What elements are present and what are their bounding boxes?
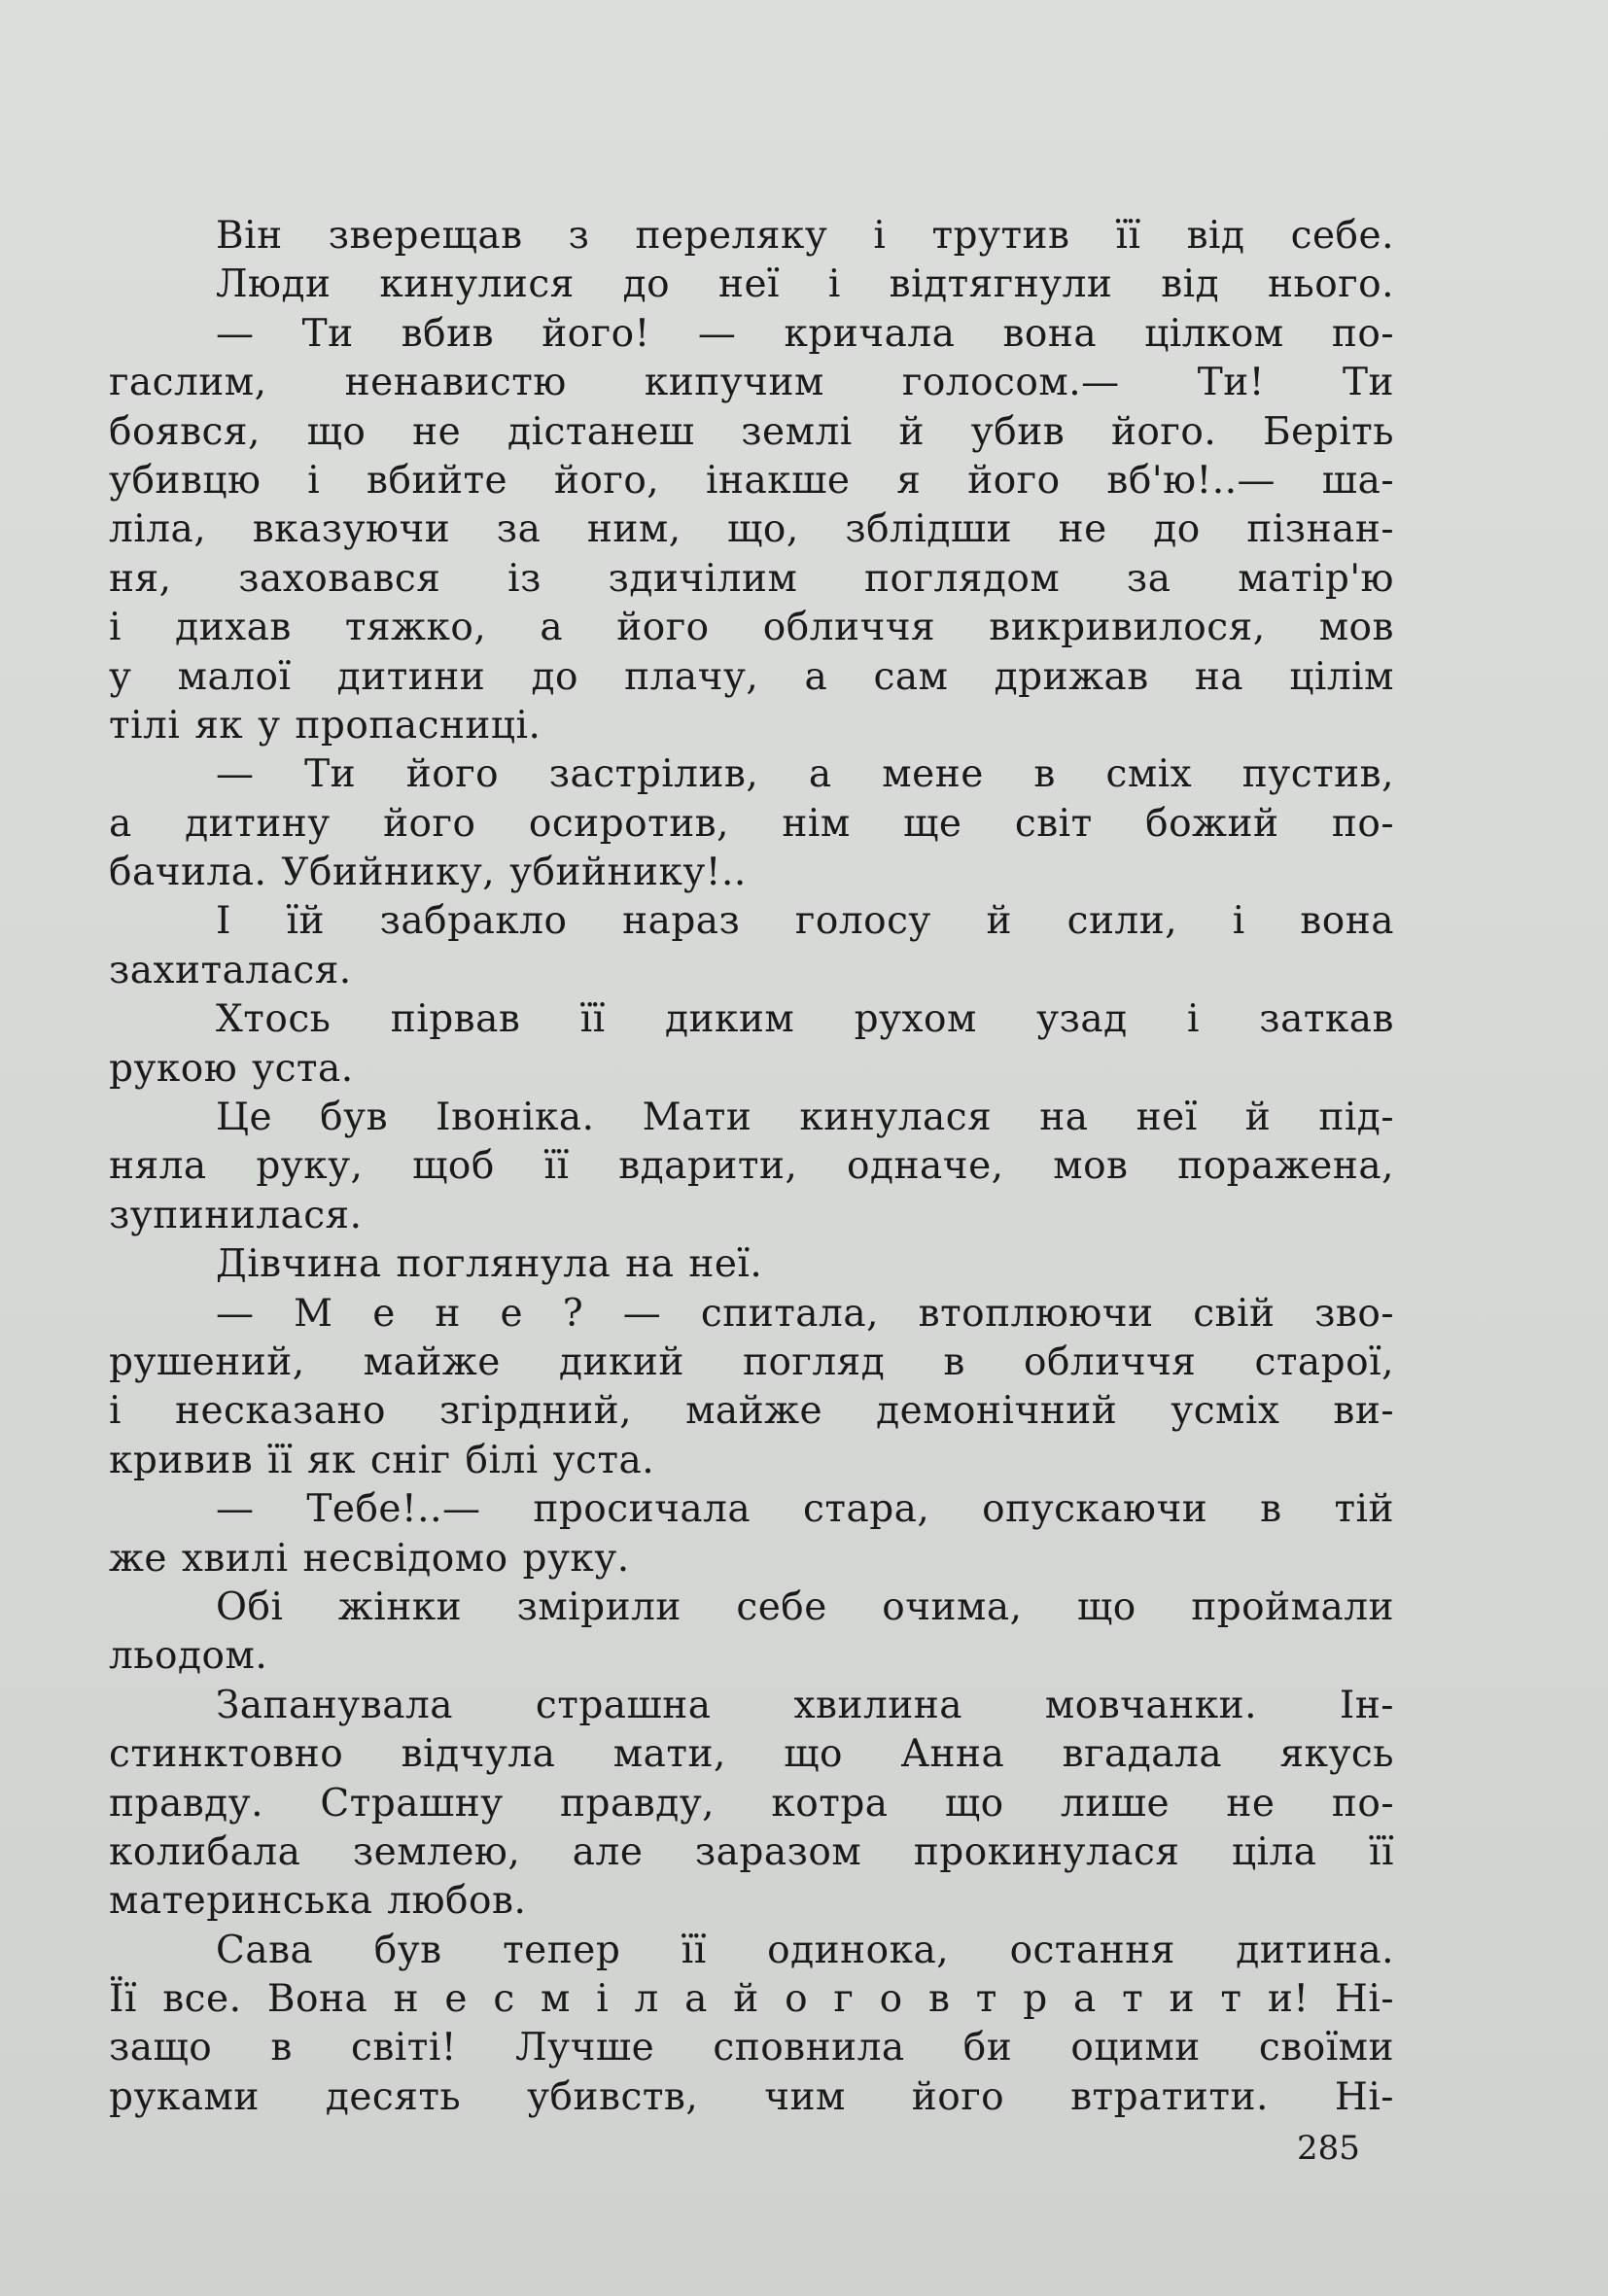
text-line: же хвилі несвідомо руку. bbox=[109, 1536, 630, 1581]
text-line: рукою уста. bbox=[109, 1046, 354, 1091]
text-line: — Ти вбив його! — кричала вона цілком по- bbox=[216, 311, 1394, 356]
text-line: зупинилася. bbox=[109, 1193, 363, 1237]
text-line: убивцю і вбийте його, інакше я його вб'ю!..— ша- bbox=[109, 458, 1394, 503]
text-line: рушений, майже дикий погляд в обличчя старої, bbox=[109, 1339, 1394, 1384]
text-line: гаслим, ненавистю кипучим голосом.— Ти! Ти bbox=[109, 361, 1394, 405]
body-text bbox=[109, 212, 1394, 2122]
text-line: Запанувала страшна хвилина мовчанки. Ін- bbox=[216, 1683, 1394, 1727]
text-line: у малої дитини до плачу, а сам дрижав на цілім bbox=[109, 654, 1394, 699]
text-line: Це був Івоніка. Мати кинулася на неї й під- bbox=[216, 1096, 1394, 1140]
text-line: — М е н е ? — спитала, втоплюючи свій зво- bbox=[216, 1291, 1394, 1336]
text-line: Обі жінки змірили себе очима, що проймали bbox=[216, 1584, 1394, 1629]
text-line: кривив її як сніг білі уста. bbox=[109, 1438, 655, 1482]
text-line: руками десять убивств, чим його втратити. Ні- bbox=[109, 2074, 1394, 2119]
text-line: Сава був тепер її одинока, остання дитина. bbox=[216, 1928, 1394, 1972]
text-line: няла руку, щоб її вдарити, одначе, мов поражена, bbox=[109, 1144, 1394, 1189]
text-line: захиталася. bbox=[109, 948, 352, 992]
text-line: боявся, що не дістанеш землі й убив його. Беріть bbox=[109, 409, 1394, 454]
text-line: защо в світі! Лучше сповнила би оцими своїми bbox=[109, 2026, 1394, 2070]
text-line: стинктовно відчула мати, що Анна вгадала якусь bbox=[109, 1732, 1394, 1777]
text-line: І їй забракло нараз голосу й сили, і вона bbox=[216, 899, 1394, 944]
text-line: Він зверещав з переляку і трутив її від себе. bbox=[216, 214, 1394, 258]
text-line: льодом. bbox=[109, 1634, 268, 1679]
page-number: 285 bbox=[1297, 2129, 1360, 2168]
text-line: — Тебе!..— просичала стара, опускаючи в тій bbox=[216, 1487, 1394, 1532]
text-line: і дихав тяжко, а його обличчя викривилося, мов bbox=[109, 606, 1394, 650]
text-line: Хтось пірвав її диким рухом узад і заткав bbox=[216, 997, 1394, 1042]
text-line: Її все. Вона н е с м і л а й о г о в т р а т и т и! Ні- bbox=[109, 1977, 1394, 2022]
text-line: і несказано згірдний, майже демонічний усміх ви- bbox=[109, 1389, 1394, 1434]
text-line: колибала землею, але заразом прокинулася ціла її bbox=[109, 1829, 1394, 1874]
text-line: тілі як у пропасниці. bbox=[109, 703, 542, 748]
text-line: бачила. Убийнику, убийнику!.. bbox=[109, 851, 747, 895]
text-line: Дівчина поглянула на неї. bbox=[216, 1242, 763, 1287]
text-line: ня, заховався із здичілим поглядом за матір'ю bbox=[109, 556, 1394, 601]
text-line: ліла, вказуючи за ним, що, зблідши не до пізнан- bbox=[109, 507, 1394, 552]
text-line: — Ти його застрілив, а мене в сміх пустив, bbox=[216, 752, 1394, 797]
text-line: Люди кинулися до неї і відтягнули від нього. bbox=[216, 262, 1394, 307]
text-line: материнська любов. bbox=[109, 1879, 527, 1924]
text-line: а дитину його осиротив, нім ще світ божий по- bbox=[109, 801, 1394, 846]
text-line: правду. Страшну правду, котра що лише не по- bbox=[109, 1781, 1394, 1826]
